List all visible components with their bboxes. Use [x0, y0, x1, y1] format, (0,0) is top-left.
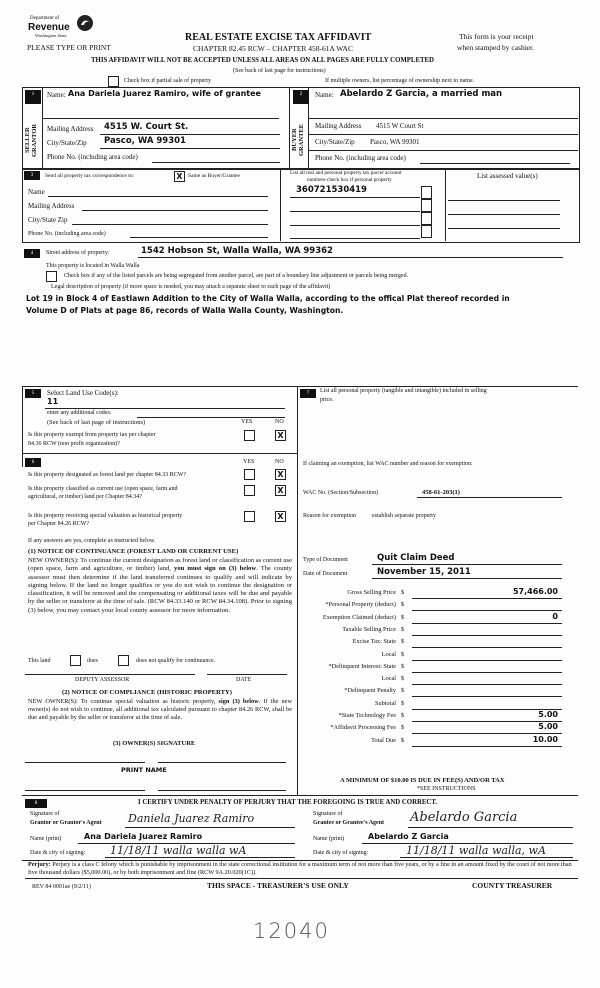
section-3-badge: 3: [24, 171, 40, 180]
swirl-logo-icon: [76, 14, 94, 32]
fee-label: *Personal Property (deduct): [325, 601, 396, 609]
logo-text: Revenue: [28, 22, 70, 33]
dollar-sign: $: [401, 712, 405, 719]
land-use-code-field[interactable]: 11: [47, 397, 59, 406]
logo-text: Department of: [30, 16, 60, 21]
corr-mail-field[interactable]: [82, 210, 268, 211]
fee-line: [412, 660, 562, 661]
owner-signature-line[interactable]: [25, 762, 145, 763]
exempt-yes-checkbox[interactable]: [244, 430, 255, 441]
does-not-qualify-checkbox[interactable]: [118, 655, 129, 666]
fee-line: [412, 623, 562, 624]
assessor-date-line[interactable]: [207, 674, 287, 675]
dollar-sign: $: [401, 638, 405, 646]
seller-city-label: City/State/Zip: [47, 139, 87, 147]
personal-property-checkbox[interactable]: [421, 186, 432, 199]
fee-value-field[interactable]: 10.00: [532, 734, 558, 744]
assessed-field[interactable]: [448, 200, 560, 201]
corr-city-field[interactable]: [72, 224, 268, 225]
notice-continuance-text: [28, 557, 292, 615]
warning: THIS AFFIDAVIT WILL NOT BE ACCEPTED UNLESS ALL AREAS ON ALL PAGES ARE FULLY COMPLETED: [91, 57, 434, 64]
doc-type-label: Type of Document: [303, 557, 348, 563]
personal-property-checkbox[interactable]: [421, 225, 432, 238]
handwritten-number: 12040: [253, 919, 330, 943]
grantor-agent-label: Grantor or Grantor's Agent: [30, 820, 102, 826]
seller-grantor-label: SELLER GRANTOR: [24, 123, 38, 157]
parcel-number-field[interactable]: 360721530419: [296, 185, 367, 195]
notice-bold: you must sign on (3) below: [174, 565, 257, 573]
wac-field[interactable]: 458-61-203(1): [422, 489, 460, 496]
assessed-field[interactable]: [448, 214, 560, 215]
fee-label: *State Technology Fee: [338, 712, 396, 719]
fee-label: Exemption Claimed (deduct): [322, 613, 396, 621]
grantee-date-field[interactable]: 11/18/11 walla walla, wA: [406, 844, 546, 857]
corr-phone-label: Phone No. (including area code): [28, 231, 106, 237]
seller-name-field[interactable]: Ana Dariela Juarez Ramiro, wife of grantee: [68, 89, 261, 98]
does-not-label: does not qualify for continuance.: [136, 658, 216, 664]
additional-codes-field[interactable]: [137, 417, 285, 418]
buyer-city-label: City/State/Zip: [315, 138, 355, 146]
reason-label: Reason for exemption: [303, 513, 356, 519]
county-treasurer-label: COUNTY TREASURER: [472, 881, 553, 890]
see-instructions: *SEE INSTRUCTIONS: [417, 786, 476, 792]
located-in: This property is located in Walla Walla: [46, 263, 140, 269]
grantee-name-field[interactable]: Abelardo Z Garcia: [368, 832, 449, 841]
deputy-label: DEPUTY ASSESSOR: [75, 677, 130, 683]
personal-property-checkbox[interactable]: [421, 212, 432, 225]
certify-statement: I CERTIFY UNDER PENALTY OF PERJURY THAT THE FOREGOING IS TRUE AND CORRECT.: [138, 799, 438, 806]
owner-signature-title: (3) OWNER(S) SIGNATURE: [113, 740, 196, 747]
please-type: PLEASE TYPE OR PRINT: [27, 43, 111, 52]
additional-codes-label: enter any additional codes:: [47, 410, 112, 416]
partial-sale-checkbox[interactable]: [108, 76, 119, 87]
section-1-badge: 1: [25, 90, 41, 104]
grantor-name-field[interactable]: Ana Dariela Juarez Ramiro: [84, 832, 203, 841]
dollar-sign: $: [401, 724, 405, 732]
dollar-sign: $: [401, 675, 405, 683]
corr-city-label: City/State Zip: [28, 216, 68, 224]
sig-of-label: Signature of: [313, 811, 343, 817]
buyer-phone-field[interactable]: [420, 163, 570, 164]
forest-question: Is this property designated as forest land per chapter 84.33 RCW?: [28, 472, 187, 478]
current-use-yes-checkbox[interactable]: [244, 485, 255, 496]
notice-bold: sign (3) below: [218, 698, 259, 705]
dollar-sign: $: [401, 662, 405, 670]
grantee-name-label: Name (print): [313, 836, 345, 842]
fee-line: [412, 647, 562, 648]
buyer-phone-label: Phone No. (including area code): [315, 154, 406, 162]
fee-label: *Affidavit Processing Fee: [330, 724, 396, 732]
notice-text: NEW OWNER(S): To continue special valuation as historic property,: [28, 698, 219, 705]
section-6-badge: 6: [25, 458, 41, 467]
doc-type-field[interactable]: Quit Claim Deed: [377, 553, 455, 563]
parcel-header-2: numbers-check box if personal property: [307, 177, 392, 183]
fee-line: [412, 746, 562, 747]
fee-line: [412, 610, 562, 611]
fee-label: Excise Tax: State: [352, 638, 396, 646]
personal-property-checkbox[interactable]: [421, 199, 432, 212]
segregated-checkbox[interactable]: [46, 271, 57, 282]
fee-value-field[interactable]: 0: [552, 611, 558, 621]
perjury-label: Perjury:: [28, 861, 51, 868]
receipt-note-2: when stamped by cashier.: [457, 43, 535, 52]
fee-label: *Delinquent Interest: State: [328, 662, 396, 670]
fee-label: Total Due: [371, 736, 396, 744]
fee-value-field[interactable]: 57,466.00: [512, 587, 558, 596]
fee-label: *Delinquent Penalty: [344, 687, 396, 695]
parcel-field-4[interactable]: [290, 238, 420, 239]
fee-label: Local: [381, 675, 396, 683]
seller-phone-label: Phone No. (including area code): [47, 153, 138, 161]
notice-compliance-title: (2) NOTICE OF COMPLIANCE (HISTORIC PROPERTY): [62, 689, 232, 696]
fee-line: [412, 672, 562, 673]
forest-no-checkbox[interactable]: X: [275, 469, 286, 480]
fee-label: Taxable Selling Price: [342, 625, 396, 633]
dollar-sign: $: [401, 589, 405, 596]
section-5-badge: 5: [25, 389, 41, 398]
exempt-no-checkbox[interactable]: X: [275, 430, 286, 441]
seller-city-field[interactable]: Pasco, WA 99301: [104, 136, 186, 146]
grantor-name-label: Name (print): [30, 836, 62, 842]
doc-date-label: Date of Document: [303, 571, 348, 577]
form-revision: REV 84 0001ae (9/2/11): [32, 884, 91, 890]
reason-field[interactable]: establish separate property: [372, 513, 436, 519]
seller-mail-field[interactable]: 4515 W. Court St.: [104, 122, 189, 132]
perjury-notice: [28, 861, 576, 877]
legal-description-line-2[interactable]: Volume D of Plats at page 86, records of Walla Walla County, Washington.: [26, 306, 344, 315]
exempt-question-2: 84.36 RCW (non profit organization)?: [28, 441, 120, 447]
fee-label: Subtotal: [375, 699, 396, 707]
receipt-note: This form is your receipt: [459, 32, 534, 41]
current-use-question-2: agricultural, or timber) land per Chapter 84.34?: [28, 494, 142, 500]
grantor-date-field[interactable]: 11/18/11 walla walla wA: [110, 844, 247, 857]
if-yes-note: If any answers are yes, complete as instructed below.: [28, 538, 156, 544]
notice-text: NEW OWNER(S): To continue the current designation as forest land or classification as current use (open space, farm and agriculture, or timber) land,: [28, 557, 292, 573]
legal-description-label: Legal description of property (if more space is needed, you may attach a separate sheet to each page of the affidavit): [51, 284, 331, 290]
section-7-badge: 7: [300, 389, 316, 398]
print-name-label: PRINT NAME: [121, 766, 167, 774]
grantee-signature[interactable]: Abelardo Garcia: [410, 810, 518, 825]
corr-name-label: Name: [28, 188, 45, 196]
corr-name-field[interactable]: [48, 196, 268, 197]
historic-no-checkbox[interactable]: X: [275, 511, 286, 522]
buyer-mail-field[interactable]: 4515 W Court St: [376, 122, 424, 130]
exempt-question: Is this property exempt from property tax per chapter: [28, 432, 156, 438]
buyer-grantee-label: BUYER GRANTEE: [291, 123, 305, 157]
dollar-sign: $: [401, 625, 405, 633]
this-land-label: This land: [28, 658, 51, 664]
dollar-sign: $: [401, 650, 405, 658]
notice-text: . If the new owner(s) do not wish to continue, all additional tax calculated pursuant to chapter 84.26 RCW, shall be due and payable by the seller or transferor at the time of sale.: [28, 698, 292, 721]
parcel-field-2[interactable]: [290, 211, 420, 212]
section-2-badge: 2: [293, 90, 309, 104]
historic-yes-checkbox[interactable]: [244, 511, 255, 522]
grantee-agent-label: Grantee or Grantee's Agent: [313, 820, 385, 826]
corr-mail-label: Mailing Address: [28, 202, 75, 210]
fee-label: Local: [381, 650, 396, 658]
wac-label: WAC No. (Section/Subsection): [303, 490, 379, 496]
fee-value-field[interactable]: 5.00: [538, 710, 558, 719]
no-header: NO: [275, 419, 284, 425]
historic-question-2: per Chapter 84.26 RCW?: [28, 521, 89, 527]
notice-compliance-text: [28, 698, 292, 722]
sig-of-label: Signature of: [30, 811, 60, 817]
buyer-city-field[interactable]: Pasco, WA 99301: [370, 138, 420, 146]
yes-header: YES: [241, 419, 253, 425]
doc-date-field[interactable]: November 15, 2011: [377, 567, 471, 577]
correspondence-label: Send all property tax correspondence to:: [45, 173, 135, 179]
legal-description-line-1[interactable]: Lot 19 in Block 4 of Eastlawn Addition to the City of Walla Walla, according to the offical Plat thereof recorded in: [26, 294, 510, 303]
print-name-line[interactable]: [158, 790, 286, 791]
see-back-codes: (See back of last page of instructions): [47, 419, 146, 426]
chapter: CHAPTER 82.45 RCW – CHAPTER 458-61A WAC: [193, 44, 353, 53]
exemption-label: If claiming an exemption, list WAC number and reason for exemption:: [303, 461, 473, 467]
seller-phone-field[interactable]: [152, 162, 280, 163]
street-label: Street address of property:: [46, 250, 110, 256]
land-use-label: Select Land Use Code(s):: [47, 389, 119, 397]
segregated-label: Check box if any of the listed parcels are being segregated from another parcel, are part of a boundary line adjustment or parcels being merged.: [64, 273, 409, 279]
section-8-badge: 8: [25, 799, 47, 808]
notice-continuance-title: (1) NOTICE OF CONTINUANCE (FOREST LAND OR CURRENT USE): [28, 548, 239, 555]
buyer-name-field[interactable]: Abelardo Z Garcia, a married man: [340, 89, 503, 99]
multiple-owners-note: If multiple owners, list percentage of ownership next to name.: [325, 78, 475, 84]
grantor-date-label: Date & city of signing:: [30, 850, 86, 856]
personal-property-label-2: price.: [320, 397, 334, 403]
buyer-mail-label: Mailing Address: [315, 122, 362, 130]
form-title: REAL ESTATE EXCISE TAX AFFIDAVIT: [185, 32, 372, 43]
yes-header-6: YES: [243, 459, 255, 465]
treasurer-use-label: THIS SPACE - TREASURER'S USE ONLY: [207, 881, 349, 890]
current-use-no-checkbox[interactable]: X: [275, 485, 286, 496]
parcel-header: List all real and personal property tax parcel account: [290, 170, 402, 176]
notice-text: . The county assessor must then determine if the land transferred continues to qualify and will indicate by signing below. If the land no longer qualifies or you do not wish to continue the designation or classification, it will be removed and the compensating or additional taxes will be due and payable by the seller or transferor at the time of sale. (RCW 84.33.140 or RCW 84.34.108). Prior to signing (3) below, you may contact your local county assessor for more information.: [28, 565, 292, 614]
dollar-sign: $: [401, 613, 405, 621]
fee-line: [412, 598, 562, 599]
current-use-question: Is this property classified as current use (open space, farm and: [28, 486, 178, 492]
fee-value-field[interactable]: 5.00: [538, 722, 558, 732]
fee-label: Gross Selling Price: [347, 589, 396, 596]
street-address-field[interactable]: 1542 Hobson St, Walla Walla, WA 99362: [141, 246, 333, 256]
fee-line: [412, 684, 562, 685]
parcel-field-3[interactable]: [290, 225, 420, 226]
assessed-field[interactable]: [448, 228, 560, 229]
owner-signature-line[interactable]: [158, 762, 286, 763]
section-4-badge: 4: [24, 249, 40, 258]
forest-yes-checkbox[interactable]: [244, 469, 255, 480]
grantor-signature[interactable]: Daniela Juarez Ramiro: [128, 812, 255, 825]
assessed-header: List assessed value(s): [477, 172, 538, 180]
historic-question: Is this property receiving special valuation as historical property: [28, 513, 183, 519]
dollar-sign: $: [401, 699, 405, 707]
logo-text: Washington State: [35, 33, 67, 38]
no-header-6: NO: [275, 459, 284, 465]
seller-name-label: Name:: [47, 91, 66, 99]
date-label: DATE: [236, 677, 252, 683]
corr-phone-field[interactable]: [130, 237, 268, 238]
grantee-date-label: Date & city of signing:: [313, 850, 369, 856]
does-label: does: [87, 658, 98, 664]
dollar-sign: $: [401, 601, 405, 609]
partial-sale-label: Check box if partial sale of property: [124, 78, 211, 84]
see-back: (See back of last page for instructions): [233, 68, 326, 74]
buyer-name-label: Name:: [315, 91, 334, 99]
personal-property-label: List all personal property (tangible and intangible) included in selling: [320, 388, 487, 394]
print-name-line[interactable]: [25, 790, 145, 791]
dollar-sign: $: [401, 736, 405, 744]
seller-mail-label: Mailing Address: [47, 125, 94, 133]
perjury-text: Perjury is a class C felony which is punishable by imprisonment in the state correctional institution for a maximum term of not more than five years, or by a fine in an amount fixed by the court of not more than five thousand dollars ($5,000.00), or by both imprisonment and fine (RCW 9A.20.020(1C)).: [28, 861, 572, 876]
fee-line: [412, 635, 562, 636]
deputy-assessor-signature-line[interactable]: [25, 674, 195, 675]
same-as-buyer-checkbox[interactable]: X: [174, 171, 185, 182]
minimum-note: A MINIMUM OF $10.00 IS DUE IN FEE(S) AND/OR TAX: [340, 777, 505, 784]
same-as-buyer-label: Same as Buyer/Grantee: [188, 173, 240, 179]
fee-line: [412, 696, 562, 697]
does-qualify-checkbox[interactable]: [70, 655, 81, 666]
dollar-sign: $: [401, 687, 405, 695]
